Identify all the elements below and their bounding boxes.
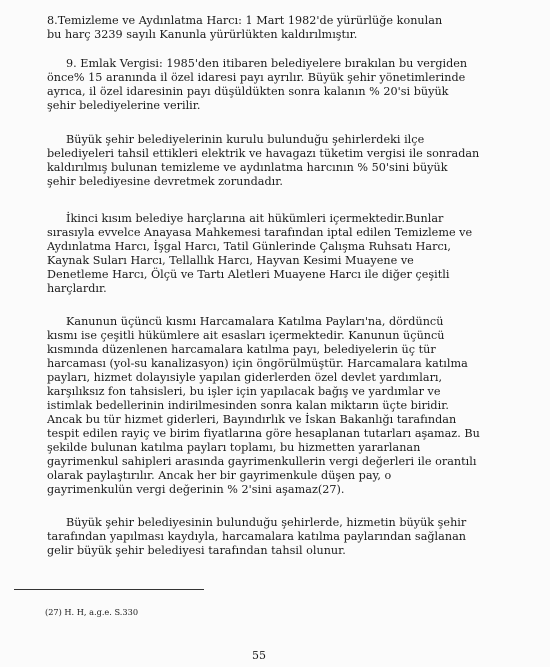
text-line: önce% 15 aranında il özel idaresi payı ayrılır. Büyük şehir yönetimlerinde <box>47 71 466 84</box>
text-line: şekilde bulunan katılma payları toplamı, bu hizmetten yararlanan <box>47 441 421 454</box>
text-line: Kanunun üçüncü kısmı Harcamalara Katılma Payları'na, dördüncü <box>66 315 444 328</box>
text-line: Denetleme Harcı, Ölçü ve Tartı Aletleri Muayene Harcı ile diğer çeşitli <box>47 268 450 281</box>
text-line: Kaynak Suları Harcı, Tellallık Harcı, Hayvan Kesimi Muayene ve <box>47 254 414 267</box>
text-line: şehir belediyelerine verilir. <box>47 99 201 112</box>
text-line: olarak paylaştırılır. Ancak her bir gayrimenkule düşen pay, o <box>47 469 392 482</box>
text-line: tespit edilen rayiç ve birim fiyatlarına göre hesaplanan tutarları aşamaz. Bu <box>47 427 480 440</box>
text-line: 8.Temizleme ve Aydınlatma Harcı: 1 Mart 1982'de yürürlüğe konulan <box>47 14 443 27</box>
text-line: bu harç 3239 sayılı Kanunla yürürlükten kaldırılmıştır. <box>47 28 358 41</box>
text-line: kısmı ise çeşitli hükümlere ait esasları içermektedir. Kanunun üçüncü <box>47 329 445 342</box>
text-line: kısmında düzenlenen harcamalara katılma payı, belediyelerin üç tür <box>47 343 436 356</box>
text-line: kaldırılmış bulunan temizleme ve aydınlatma harcının % 50'sini büyük <box>47 161 448 174</box>
text-line: Ancak bu tür hizmet giderleri, Bayındırlık ve İskan Bakanlığı tarafından <box>47 413 457 426</box>
text-line: istimlak bedellerinin indirilmesinden sonra kalan miktarın üçte biridir. <box>47 399 449 412</box>
text-line: karşılıksız fon tahsisleri, bu işler için yapılacak bağış ve yardımlar ve <box>47 385 441 398</box>
text-line: payları, hizmet dolayısiyle yapılan giderlerden özel devlet yardımları, <box>47 371 443 384</box>
text-line: şehir belediyesine devretmek zorundadır. <box>47 175 283 188</box>
text-line: gayrimenkul sahipleri arasında gayrimenkullerin vergi değerleri ile orantılı <box>47 455 477 468</box>
text-line: sırasıyla evvelce Anayasa Mahkemesi tarafından iptal edilen Temizleme ve <box>47 226 473 239</box>
text-line: gelir büyük şehir belediyesi tarafından tahsil olunur. <box>47 544 346 557</box>
text-line: belediyeleri tahsil ettikleri elektrik ve havagazı tüketim vergisi ile sonradan <box>47 147 480 160</box>
text-line: tarafından yapılması kaydıyla, harcamalara katılma paylarından sağlanan <box>47 530 466 543</box>
text-line: ayrıca, il özel idaresinin payı düşüldükten sonra kalanın % 20'si büyük <box>47 85 449 98</box>
page-number: 55 <box>252 649 266 662</box>
text-line: gayrimenkulün vergi değerinin % 2'sini aşamaz(27). <box>47 483 345 496</box>
text-line: harcaması (yol-su kanalizasyon) için öngörülmüştür. Harcamalara katılma <box>47 357 468 370</box>
text-line: Aydınlatma Harcı, İşgal Harcı, Tatil Günlerinde Çalışma Ruhsatı Harcı, <box>47 240 451 253</box>
text-line: İkinci kısım belediye harçlarına ait hükümleri içermektedir.Bunlar <box>66 212 444 225</box>
text-line: harçlardır. <box>47 282 107 295</box>
text-line: 9. Emlak Vergisi: 1985'den itibaren belediyelere bırakılan bu vergiden <box>66 57 468 70</box>
footnote-divider <box>14 589 204 590</box>
text-line: Büyük şehir belediyesinin bulunduğu şehirlerde, hizmetin büyük şehir <box>66 516 467 529</box>
footnote: (27) H. H, a.g.e. S.330 <box>45 607 139 617</box>
text-line: Büyük şehir belediyelerinin kurulu bulunduğu şehirlerdeki ilçe <box>66 133 425 146</box>
